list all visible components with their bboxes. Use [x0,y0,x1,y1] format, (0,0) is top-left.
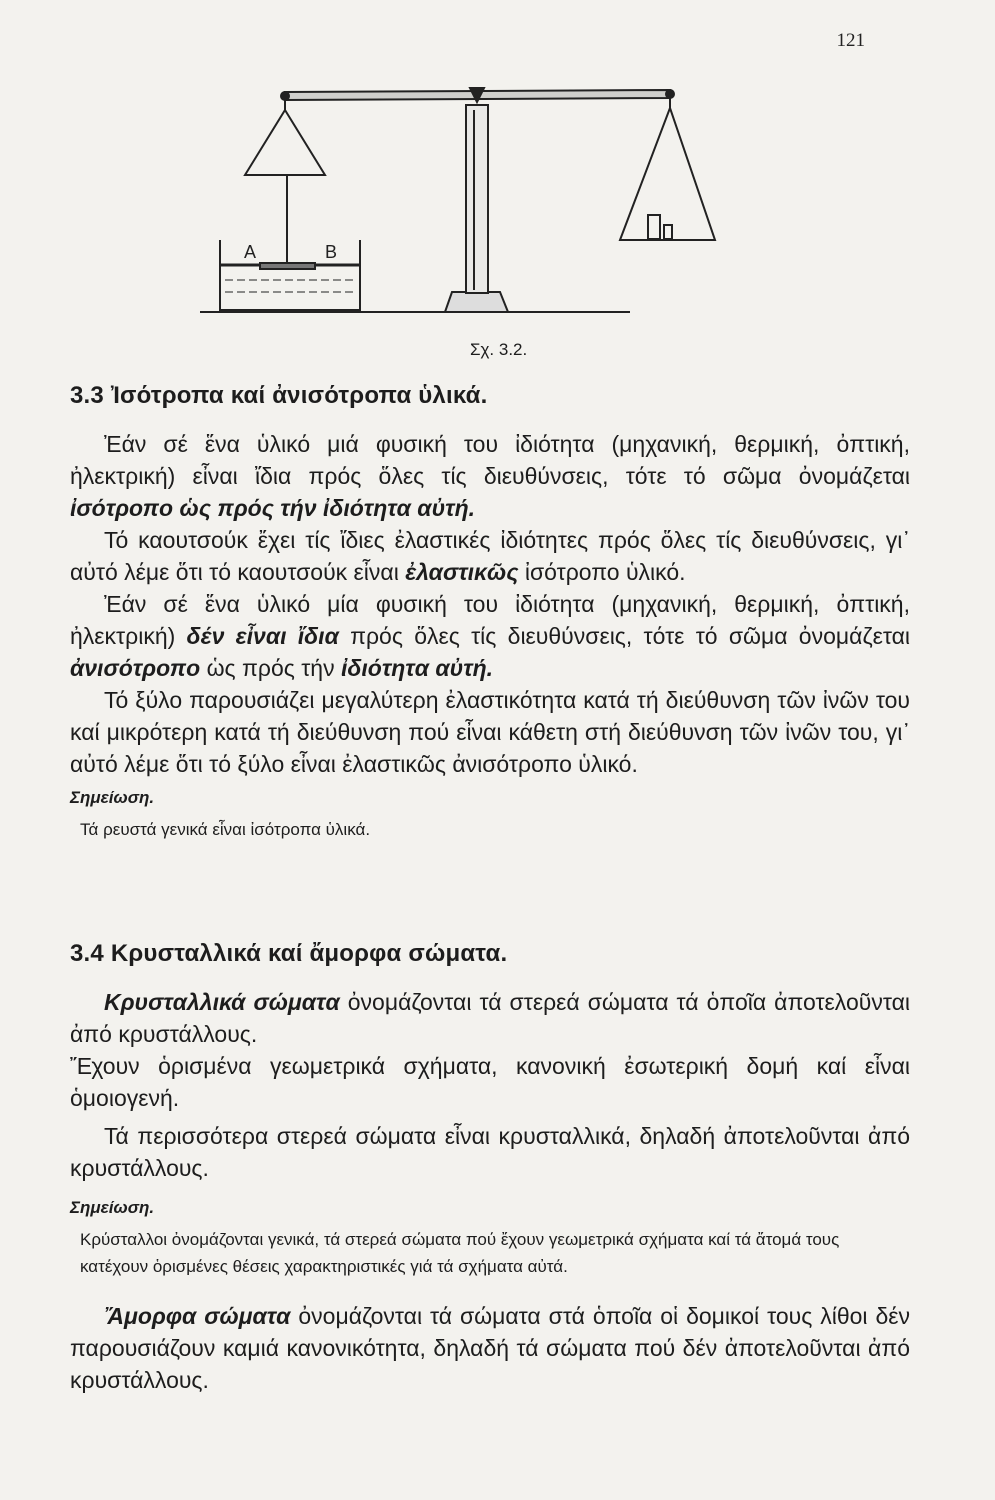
section-3-4-body [70,986,910,1396]
pillar-base [445,292,508,312]
section-heading: 3.4 Κρυσταλλικά καί ἄμορφα σώματα. [70,940,508,967]
paragraph: Ἐάν σέ ἕνα ὑλικό μιά φυσική του ἰδιότητα (μηχανική, θερμική, ὀπτική, ἠλεκτρική) εἶναι ἴδια πρός ὅλες τίς διευθύνσεις, τότε τό σῶμα ὀνομάζεται ἰσότροπο ὡς πρός τήν ἰδιότητα αὐτή. [70,431,910,521]
section-heading: 3.3 Ἰσότροπα καί ἀνισότροπα ὑλικά. [70,382,488,409]
paragraph: Κρυσταλλικά σώματα ὀνομάζονται τά στερεά σώματα τά ὁποῖα ἀποτελοῦνται ἀπό κρυστάλλους. [70,989,910,1047]
paragraph: Τά περισσότερα στερεά σώματα εἶναι κρυσταλλικά, δηλαδή ἀποτελοῦνται ἀπό κρυστάλλους. [70,1123,910,1181]
label-b: B [325,242,338,262]
balance-scale-figure [190,80,730,325]
note-text: Κρύσταλλοι ὀνομάζονται γενικά, τά στερεά σώματα πού ἔχουν γεωμετρικά σχήματα καί τά ἄτομά τους κατέχουν ὁρισμένες θέσεις χαρακτηριστικές γιά τά σχήματα αὐτά. [80,1230,840,1276]
section-3-4 [70,940,910,968]
left-pan-triangle [245,110,325,175]
figure-caption: Σχ. 3.2. [470,340,528,359]
paragraph: Τό ξύλο παρουσιάζει μεγαλύτερη ἐλαστικότητα κατά τή διεύθυνση τῶν ἰνῶν του καί μικρότερη κατά τή διεύθυνση πού εἶναι κάθετη στή διεύθυνση τῶν ἰνῶν του, γι᾽ αὐτό λέμε ὅτι τό ξύλο εἶναι ἐλαστικῶς ἀνισότροπο ὑλικό. [70,687,910,777]
right-pan-triangle [620,108,715,240]
paragraph: Ἄμορφα σώματα ὀνομάζονται τά σώματα στά ὁποῖα οἱ δομικοί τους λίθοι δέν παρουσιάζουν καμιά κανονικότητα, δηλαδή τά σώματα πού δέν ἀποτελοῦνται ἀπό κρυστάλλους. [70,1303,910,1393]
paragraph: Τό καουτσούκ ἔχει τίς ἴδιες ἐλαστικές ἰδιότητες πρός ὅλες τίς διευθύνσεις, γι᾽ αὐτό λέμε ὅτι τό καουτσούκ εἶναι ἐλαστικῶς ἰσότροπο ὑλικό. [70,527,910,585]
pillar [466,105,488,293]
beaker [220,240,360,310]
label-a: A [244,242,257,262]
weight-large [648,215,660,239]
note-heading: Σημείωση. [70,1198,155,1217]
page-number: 121 [836,30,865,51]
note-text: Τά ρευστά γενικά εἶναι ἰσότροπα ὑλικά. [80,820,371,839]
weight-small [664,225,672,239]
note-heading: Σημείωση. [70,788,155,807]
section-3-3 [70,382,910,410]
paragraph: Ἔχουν ὁρισμένα γεωμετρικά σχήματα, κανονική ἐσωτερική δομή καί εἶναι ὁμοιογενή. [70,1053,910,1111]
section-3-3-body [70,428,910,843]
paragraph: Ἐάν σέ ἕνα ὑλικό μία φυσική του ἰδιότητα (μηχανική, θερμική, ὀπτική, ἠλεκτρική) δέν εἶναι ἴδια πρός ὅλες τίς διευθύνσεις, τότε τό σῶμα ὀνομάζεται ἀνισότροπο ὡς πρός τήν ἰδιότητα αὐτή. [70,591,911,681]
